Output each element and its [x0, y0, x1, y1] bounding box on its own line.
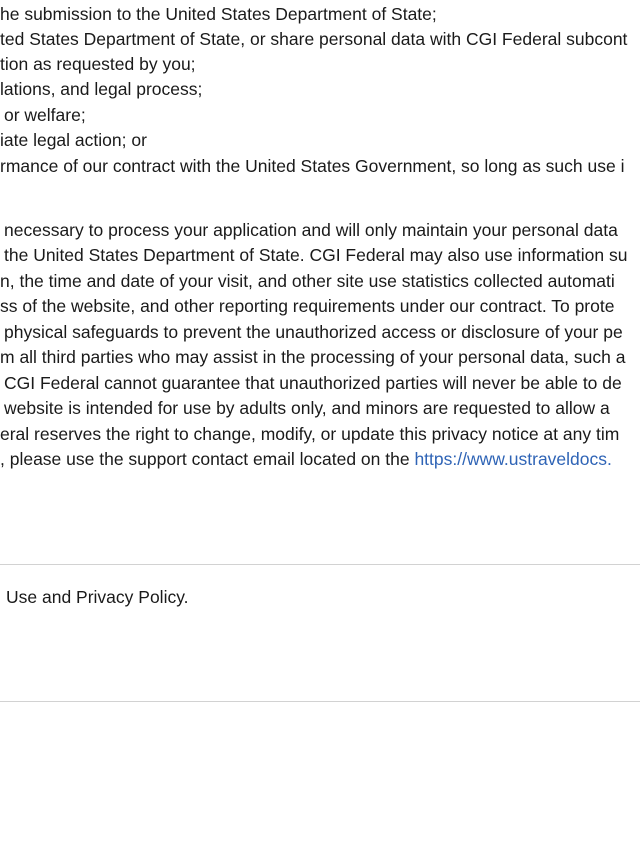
policy-list-item: tion as requested by you; — [0, 54, 196, 74]
policy-paragraph-line: CGI Federal cannot guarantee that unauthorized parties will never be able to de — [4, 373, 622, 393]
policy-list-item: or welfare; — [4, 105, 86, 125]
policy-paragraph-line: m all third parties who may assist in the processing of your personal data, such a — [0, 347, 626, 367]
policy-paragraph-line: eral reserves the right to change, modify, or update this privacy notice at any tim — [0, 424, 620, 444]
policy-list-item: lations, and legal process; — [0, 79, 203, 99]
terms-acceptance-label: Use and Privacy Policy. — [6, 587, 189, 607]
section-divider-bottom — [0, 701, 640, 702]
policy-paragraph-line: the United States Department of State. CGI Federal may also use information su — [4, 245, 628, 265]
section-divider-top — [0, 564, 640, 565]
policy-paragraph-line: ss of the website, and other reporting requirements under our contract. To prote — [0, 296, 615, 316]
policy-list-item: ted States Department of State, or share personal data with CGI Federal subcont — [0, 29, 628, 49]
policy-paragraph-line: n, the time and date of your visit, and other site use statistics collected automati — [0, 271, 615, 291]
ustraveldocs-link[interactable]: https://www.ustraveldocs. — [414, 449, 612, 469]
policy-paragraph-line: necessary to process your application and will only maintain your personal data — [4, 220, 618, 240]
policy-paragraph-line: website is intended for use by adults only, and minors are requested to allow a — [4, 398, 610, 418]
policy-list-item: he submission to the United States Department of State; — [0, 4, 437, 24]
policy-list-item: iate legal action; or — [0, 130, 147, 150]
policy-paragraph-line: physical safeguards to prevent the unauthorized access or disclosure of your pe — [4, 322, 623, 342]
policy-list-item: rmance of our contract with the United States Government, so long as such use i — [0, 156, 625, 176]
policy-contact-text: , please use the support contact email located on the — [0, 449, 415, 469]
policy-paragraph-last-line — [0, 447, 612, 471]
